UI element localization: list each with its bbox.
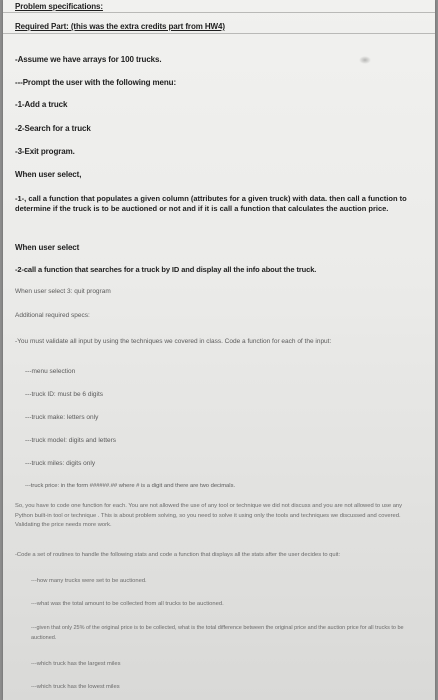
assume-line: -Assume we have arrays for 100 trucks. bbox=[15, 55, 162, 64]
required-part: Required Part: (this was the extra credits part from HW4) bbox=[15, 22, 225, 31]
divider bbox=[3, 12, 435, 13]
divider bbox=[3, 33, 435, 34]
so-you-paragraph: So, you have to code one function for each. You are not allowed the use of any tool or technique we did not discuss and you are not allowed to use any Python built-in tool or technique . This is about problem solving, so you need to solve it using only the tools and techniques we discussed and covered. Validating the price needs more work. bbox=[15, 503, 403, 528]
option1-description: -1-, call a function that populates a given column (attributes for a given truck) with data. then call a function to determine if the truck is to be auctioned or not and if it is call a function that calculates the auction price. bbox=[15, 194, 407, 213]
stat-largest-miles: ---which truck has the largest miles bbox=[31, 661, 121, 667]
option2-description: -2-call a function that searches for a truck by ID and display all the info about the truck. bbox=[15, 265, 317, 274]
menu-item-2: -2-Search for a truck bbox=[15, 124, 91, 133]
input-truck-id: ---truck ID: must be 6 digits bbox=[25, 391, 104, 398]
menu-item-3: -3-Exit program. bbox=[15, 147, 75, 156]
option3-description: When user select 3: quit program bbox=[15, 288, 111, 295]
smudge-mark bbox=[359, 56, 371, 64]
input-truck-price: ---truck price: in the form ######.## where # is a digit and there are two decimals. bbox=[25, 483, 236, 489]
validate-description: -You must validate all input by using the techniques we covered in class. Code a function for each of the input: bbox=[15, 338, 332, 345]
input-truck-model: ---truck model: digits and letters bbox=[25, 437, 117, 444]
additional-specs: Additional required specs: bbox=[15, 312, 90, 319]
document-page bbox=[3, 0, 435, 700]
when-select-line: When user select, bbox=[15, 170, 82, 179]
input-truck-miles: ---truck miles: digits only bbox=[25, 460, 96, 467]
stat-auctioned-count: ---how many trucks were set to be auctioned. bbox=[31, 578, 147, 584]
input-truck-make: ---truck make: letters only bbox=[25, 414, 99, 421]
doc-heading: Problem specifications: bbox=[15, 2, 103, 11]
when-select2-line: When user select bbox=[15, 243, 80, 252]
input-menu-selection: ---menu selection bbox=[25, 368, 76, 375]
stat-total-amount: ---what was the total amount to be collected from all trucks to be auctioned. bbox=[31, 601, 224, 607]
code-set-paragraph: -Code a set of routines to handle the following stats and code a function that displays all the stats after the user decides to quit: bbox=[15, 552, 341, 558]
menu-item-1: -1-Add a truck bbox=[15, 100, 68, 109]
stat-price-difference: ---given that only 25% of the original price is to be collected, what is the total difference between the original price and the auction price for all trucks to be auctioned. bbox=[31, 625, 404, 641]
prompt-line: ---Prompt the user with the following menu: bbox=[15, 78, 177, 87]
stat-lowest-miles: ---which truck has the lowest miles bbox=[31, 684, 120, 690]
